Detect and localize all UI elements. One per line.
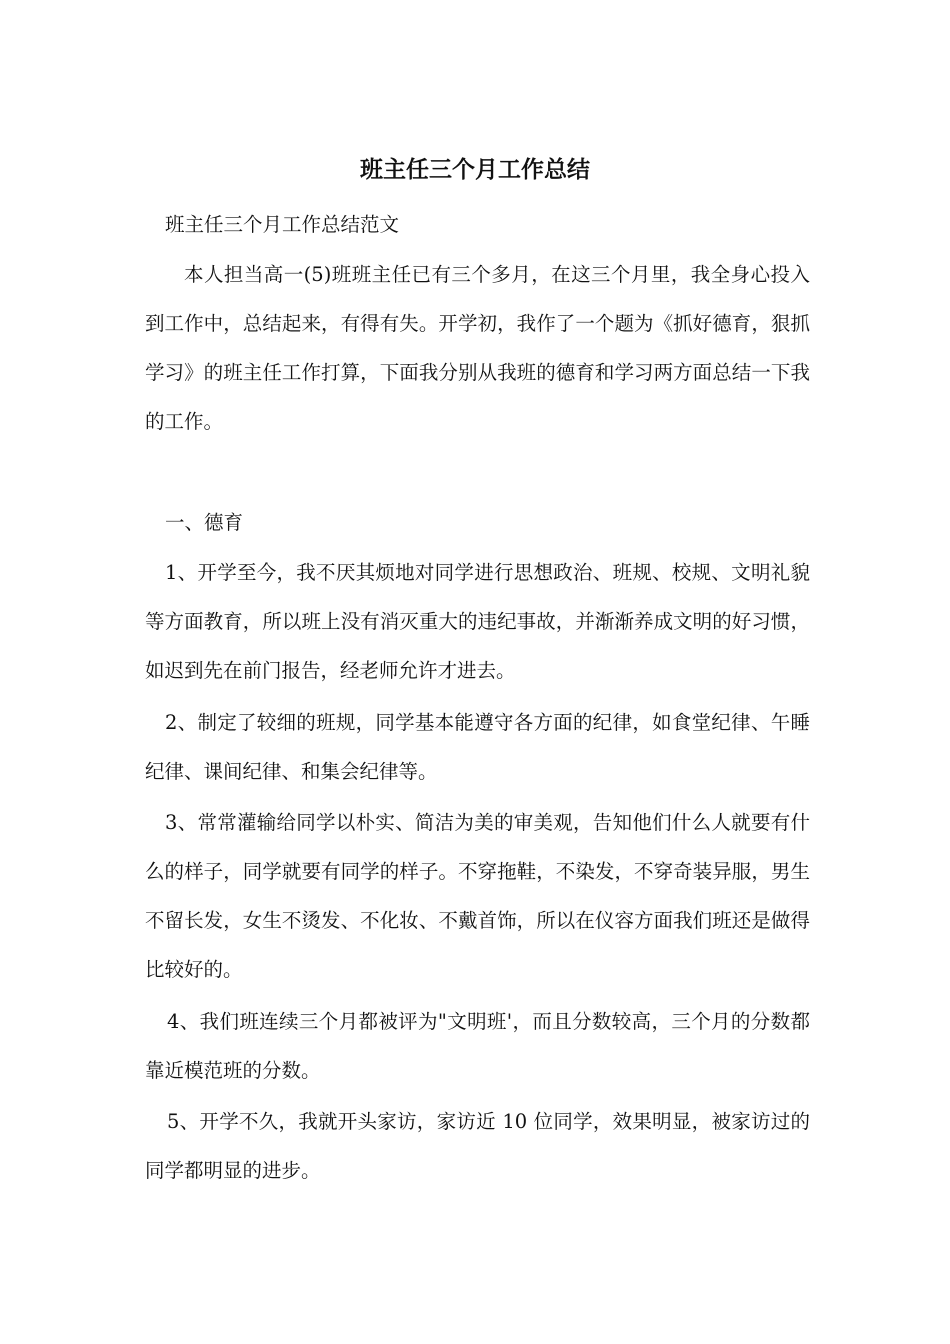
document-title: 班主任三个月工作总结 bbox=[360, 156, 590, 183]
list-item-3: 3、常常灌输给同学以朴实、简洁为美的审美观，告知他们什么人就要有什么的样子，同学就要有同学的样子。不穿拖鞋，不染发，不穿奇装异服，男生不留长发，女生不烫发、不化妆、不戴首饰，所以在仪容方面我们班还是做得比较好的。 bbox=[145, 811, 810, 981]
document-subtitle: 班主任三个月工作总结范文 bbox=[165, 213, 400, 236]
list-item-1: 1、开学至今，我不厌其烦地对同学进行思想政治、班规、校规、文明礼貌等方面教育，所以班上没有消灭重大的违纪事故，并渐渐养成文明的好习惯，如迟到先在前门报告，经老师允许才进去。 bbox=[145, 561, 810, 682]
section-heading: 一、德育 bbox=[165, 511, 244, 534]
intro-paragraph: 本人担当高一(5)班班主任已有三个多月，在这三个月里，我全身心投入到工作中，总结起来，有得有失。开学初，我作了一个题为《抓好德育，狠抓学习》的班主任工作打算，下面我分别从我班的德育和学习两方面总结一下我的工作。 bbox=[145, 263, 810, 433]
list-item-4: 4、我们班连续三个月都被评为"文明班'，而且分数较高，三个月的分数都靠近模范班的分数。 bbox=[145, 1010, 810, 1082]
list-item-5: 5、开学不久，我就开头家访，家访近 10 位同学，效果明显，被家访过的同学都明显的进步。 bbox=[145, 1110, 810, 1182]
list-item-2: 2、制定了较细的班规，同学基本能遵守各方面的纪律，如食堂纪律、午睡纪律、课间纪律、和集会纪律等。 bbox=[145, 711, 810, 783]
